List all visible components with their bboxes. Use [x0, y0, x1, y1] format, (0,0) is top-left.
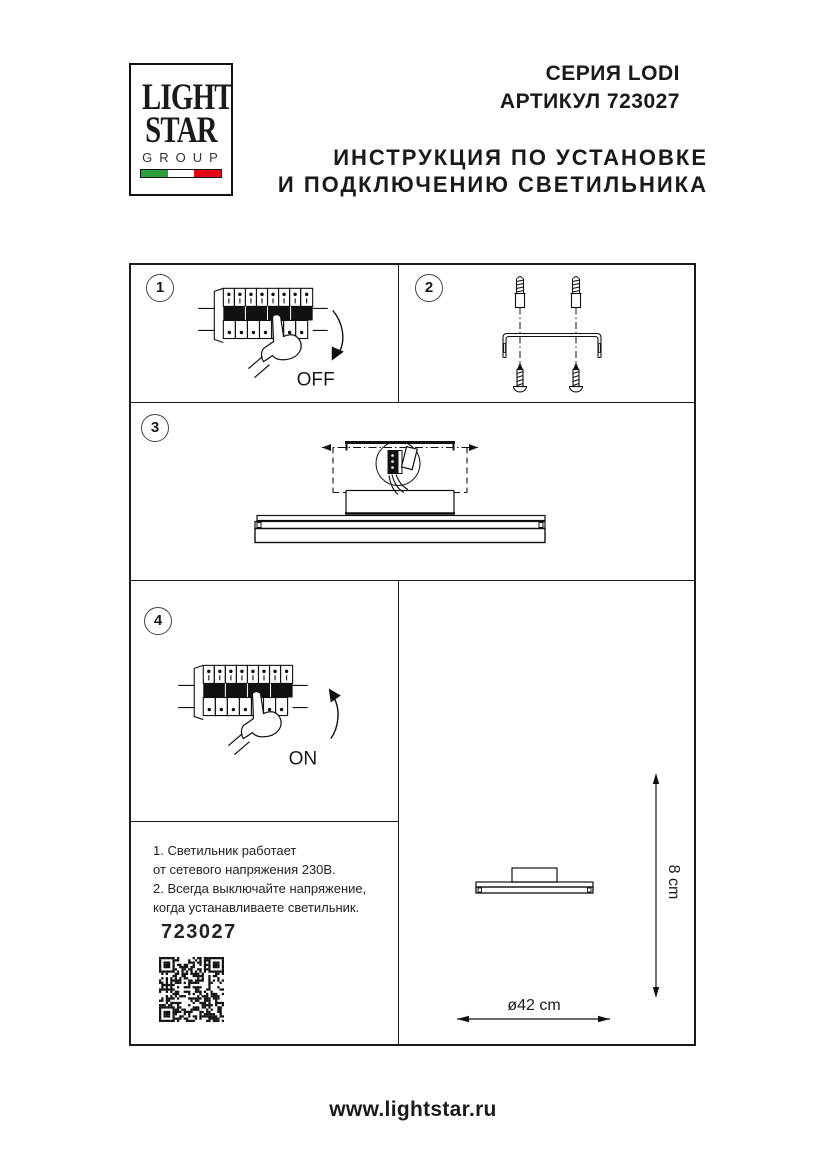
- off-label: OFF: [296, 369, 335, 391]
- mounting-hardware-diagram: [399, 265, 694, 402]
- step-number-badge: 1: [146, 274, 174, 302]
- step-4-panel: [131, 581, 399, 822]
- instruction-title: ИНСТРУКЦИЯ ПО УСТАНОВКЕ И ПОДКЛЮЧЕНИЮ СВЕТИЛЬНИКА: [277, 145, 708, 197]
- notes-panel: [131, 822, 399, 1044]
- note-line: когда устанавливаете светильник.: [153, 900, 360, 915]
- article-title: АРТИКУЛ 723027: [499, 90, 680, 113]
- dimensions-diagram: [399, 581, 694, 1044]
- website-url: www.lightstar.ru: [329, 1098, 497, 1121]
- step-1-panel: [131, 265, 399, 403]
- qr-code: [159, 957, 224, 1022]
- diameter-dimension-label: ø42 cm: [507, 997, 561, 1014]
- logo-word-star: STAR: [145, 110, 217, 151]
- step-number-badge: 2: [415, 274, 443, 302]
- note-line: 1. Светильник работает: [153, 843, 297, 858]
- step-2-panel: [399, 265, 694, 403]
- step-number-badge: 4: [144, 607, 172, 635]
- instruction-grid: [129, 263, 696, 1046]
- height-dimension-label: 8 cm: [665, 864, 682, 900]
- step-number-badge: 3: [141, 414, 169, 442]
- logo-word-light: LIGHT: [142, 77, 233, 118]
- on-label: ON: [288, 748, 318, 770]
- ceiling-mounting-diagram: [131, 403, 694, 580]
- italy-flag-icon: [140, 169, 222, 178]
- dimensions-panel: [399, 581, 694, 1044]
- series-title: СЕРИЯ LODI: [545, 62, 680, 85]
- step-3-panel: [131, 403, 694, 581]
- lightstar-logo: [129, 63, 233, 196]
- article-number: 723027: [161, 921, 237, 943]
- note-line: 2. Всегда выключайте напряжение,: [153, 881, 367, 896]
- note-line: от сетевого напряжения 230В.: [153, 862, 336, 877]
- page-header: [278, 60, 708, 198]
- logo-word-group: GROUP: [142, 150, 225, 165]
